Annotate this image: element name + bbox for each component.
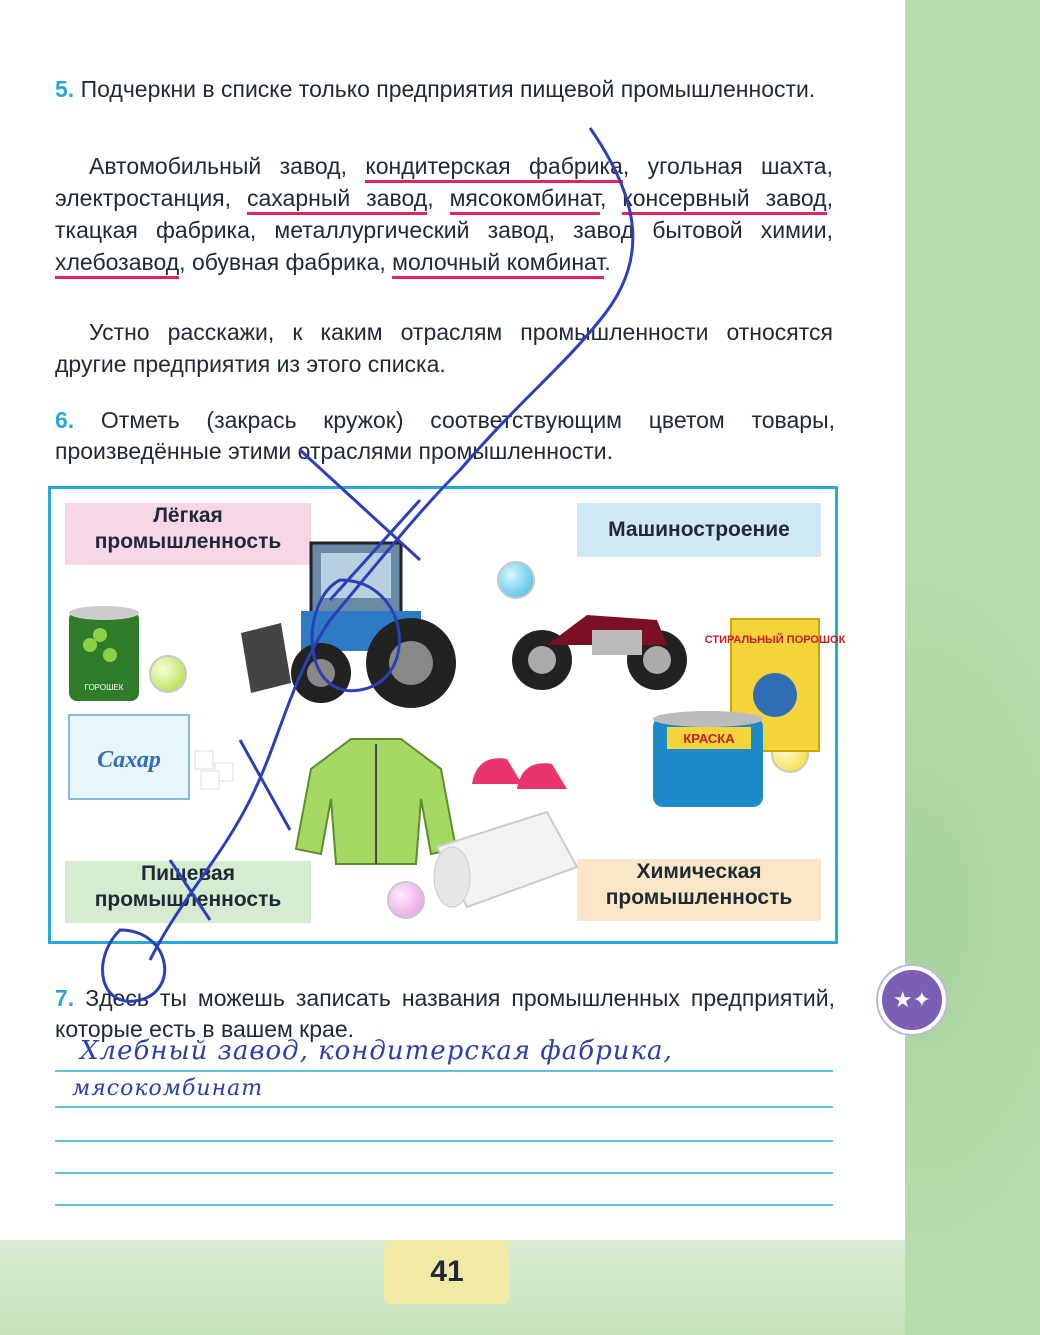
underlined-item[interactable]: молочный комбинат [392,249,604,279]
pink-circle[interactable] [387,881,425,919]
task7-instruction: Здесь ты можешь записать названия промышленных предприятий, которые есть в вашем крае. [55,985,836,1042]
task5-oral: Устно расскажи, к каким отраслям промышленности относятся другие предприятия из этого списка. [55,319,833,377]
peas-can-icon [65,605,145,705]
task6-number: 6. [55,407,75,433]
paint-label: КРАСКА [683,731,735,746]
page-number: 41 [384,1240,510,1304]
list-text: . [604,249,611,275]
writing-line[interactable] [55,1172,833,1174]
list-text: , обувная фабрика, [179,249,393,275]
handwritten-answer-line1: Хлебный завод, кондитерская фабрика, [80,1036,673,1066]
underlined-item[interactable]: консервный завод [622,185,826,215]
motorcycle-icon [507,585,697,695]
list-text: , угольная шахта, электростанция, [55,153,833,211]
list-text: , ткацкая фабрика, металлургический завод, завод бытовой химии, [55,185,833,243]
task5-heading [55,74,835,105]
sugar-box-icon [65,711,265,811]
underlined-item[interactable]: кондитерская фабрика [365,153,623,183]
stars-icon: ★✦ [878,966,946,1034]
task6-heading [55,405,835,467]
underlined-item[interactable]: хлебозавод [55,249,179,279]
task5-number: 5. [55,76,75,102]
shoes-icon [467,739,577,799]
task5-instruction: Подчеркни в списке только предприятия пищевой промышленности. [80,76,816,102]
paint-can-icon [647,707,777,817]
sugar-label: Сахар [97,747,161,773]
list-text: Автомобильный завод, [89,153,366,179]
tractor-icon [241,523,491,713]
label-chemical-industry: Химическая промышленность [577,859,821,921]
task6-instruction: Отметь (закрась кружок) соответствующим цветом товары, произведённые этими отраслями промышленности. [55,407,836,464]
list-text: , [600,185,623,211]
writing-line[interactable] [55,1070,833,1072]
label-machine-building: Машиностроение [577,503,821,557]
label-light-industry: Лёгкая промышленность [65,503,311,565]
writing-line[interactable] [55,1106,833,1108]
writing-line[interactable] [55,1140,833,1142]
task7-number: 7. [55,985,75,1011]
label-food-industry: Пищевая промышленность [65,861,311,923]
underlined-item[interactable]: сахарный завод [247,185,427,215]
writing-line[interactable] [55,1204,833,1206]
powder-label: СТИРАЛЬНЫЙ ПОРОШОК [704,634,846,646]
green-circle[interactable] [149,655,187,693]
peas-can-label: ГОРОШЕК [84,683,124,692]
industry-picture-frame [48,486,846,944]
fabric-roll-icon [427,807,587,917]
underlined-item[interactable]: мясокомбинат [450,185,600,215]
task5-list [55,150,833,278]
handwritten-answer-line2: мясокомбинат [72,1076,264,1101]
list-text: , [427,185,450,211]
